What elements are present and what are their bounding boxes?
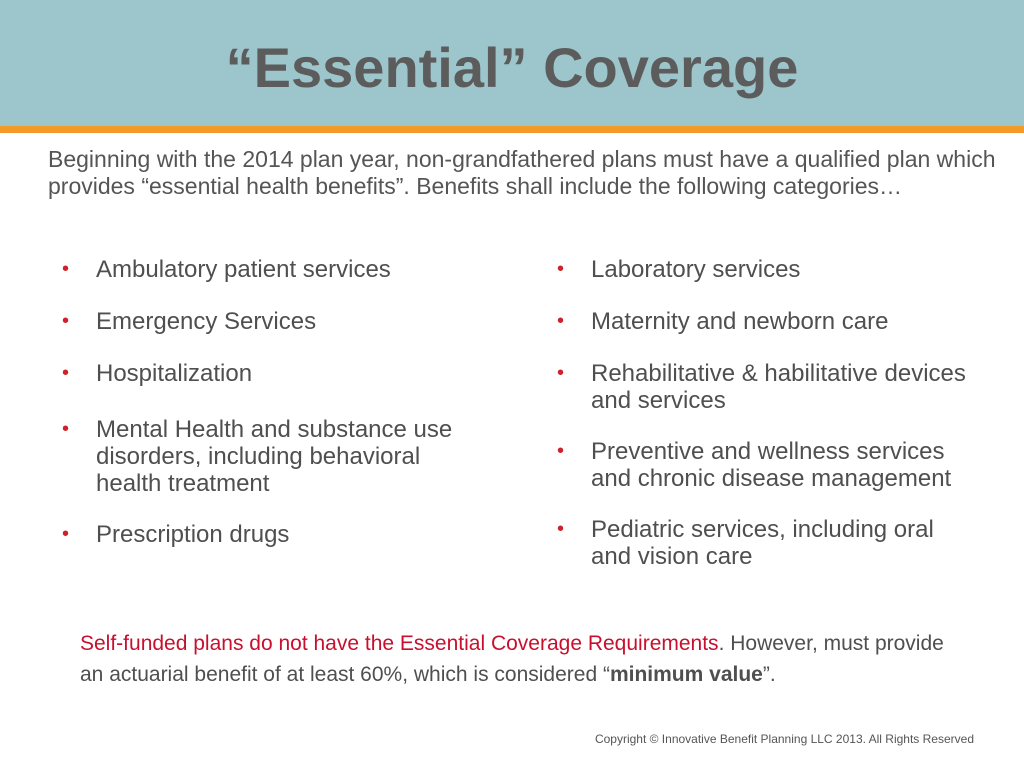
intro-paragraph: Beginning with the 2014 plan year, non-grandfathered plans must have a qualified plan which provides “essential health benefits”. Benefits shall include the following categories… bbox=[48, 146, 996, 199]
list-item bbox=[557, 256, 977, 283]
list-item-text: Mental Health and substance use disorders, including behavioral health treatment bbox=[96, 416, 453, 497]
note-bold-text: minimum value bbox=[609, 663, 763, 686]
slide-title: “Essential” Coverage bbox=[225, 36, 799, 99]
list-item bbox=[62, 521, 482, 548]
bullet-icon: • bbox=[557, 258, 565, 280]
bullet-icon: • bbox=[62, 258, 70, 280]
bullet-icon: • bbox=[557, 440, 565, 462]
list-item bbox=[557, 308, 977, 335]
self-funded-note bbox=[80, 628, 960, 690]
bullet-icon: • bbox=[557, 362, 565, 384]
bullet-icon: • bbox=[557, 518, 565, 540]
accent-bar bbox=[0, 126, 1024, 133]
note-red-text: Self-funded plans do not have the Essential Coverage Requirements bbox=[80, 632, 719, 655]
list-item bbox=[62, 360, 482, 387]
copyright-footer: Copyright © Innovative Benefit Planning LLC 2013. All Rights Reserved bbox=[594, 732, 974, 746]
benefits-list-right bbox=[557, 256, 977, 570]
benefits-list-left bbox=[62, 256, 482, 548]
list-item-text: Preventive and wellness services and chronic disease management bbox=[591, 438, 952, 492]
list-item bbox=[62, 416, 482, 497]
list-item-text: Ambulatory patient services bbox=[96, 256, 391, 283]
bullet-icon: • bbox=[62, 362, 70, 384]
note-end: ”. bbox=[762, 663, 776, 686]
bullet-icon: • bbox=[62, 418, 70, 440]
bullet-icon: • bbox=[62, 310, 70, 332]
list-item-text: Prescription drugs bbox=[96, 521, 290, 548]
list-item bbox=[62, 256, 482, 283]
list-item-text: Emergency Services bbox=[96, 308, 317, 335]
note-line2: However, must provide an actuarial benefit of at least 60%, which is considered “ bbox=[80, 632, 944, 686]
bullet-icon: • bbox=[557, 310, 565, 332]
list-item-text: Pediatric services, including oral and vision care bbox=[591, 516, 934, 570]
list-item-text: Rehabilitative & habilitative devices and services bbox=[591, 360, 966, 414]
list-item bbox=[62, 308, 482, 335]
bullet-icon: • bbox=[62, 523, 70, 545]
list-item bbox=[557, 516, 977, 570]
list-item-text: Hospitalization bbox=[96, 360, 253, 387]
list-item bbox=[557, 438, 977, 492]
list-item bbox=[557, 360, 977, 414]
list-item-text: Maternity and newborn care bbox=[591, 308, 889, 335]
list-item-text: Laboratory services bbox=[591, 256, 801, 283]
note-period: . bbox=[718, 632, 725, 655]
